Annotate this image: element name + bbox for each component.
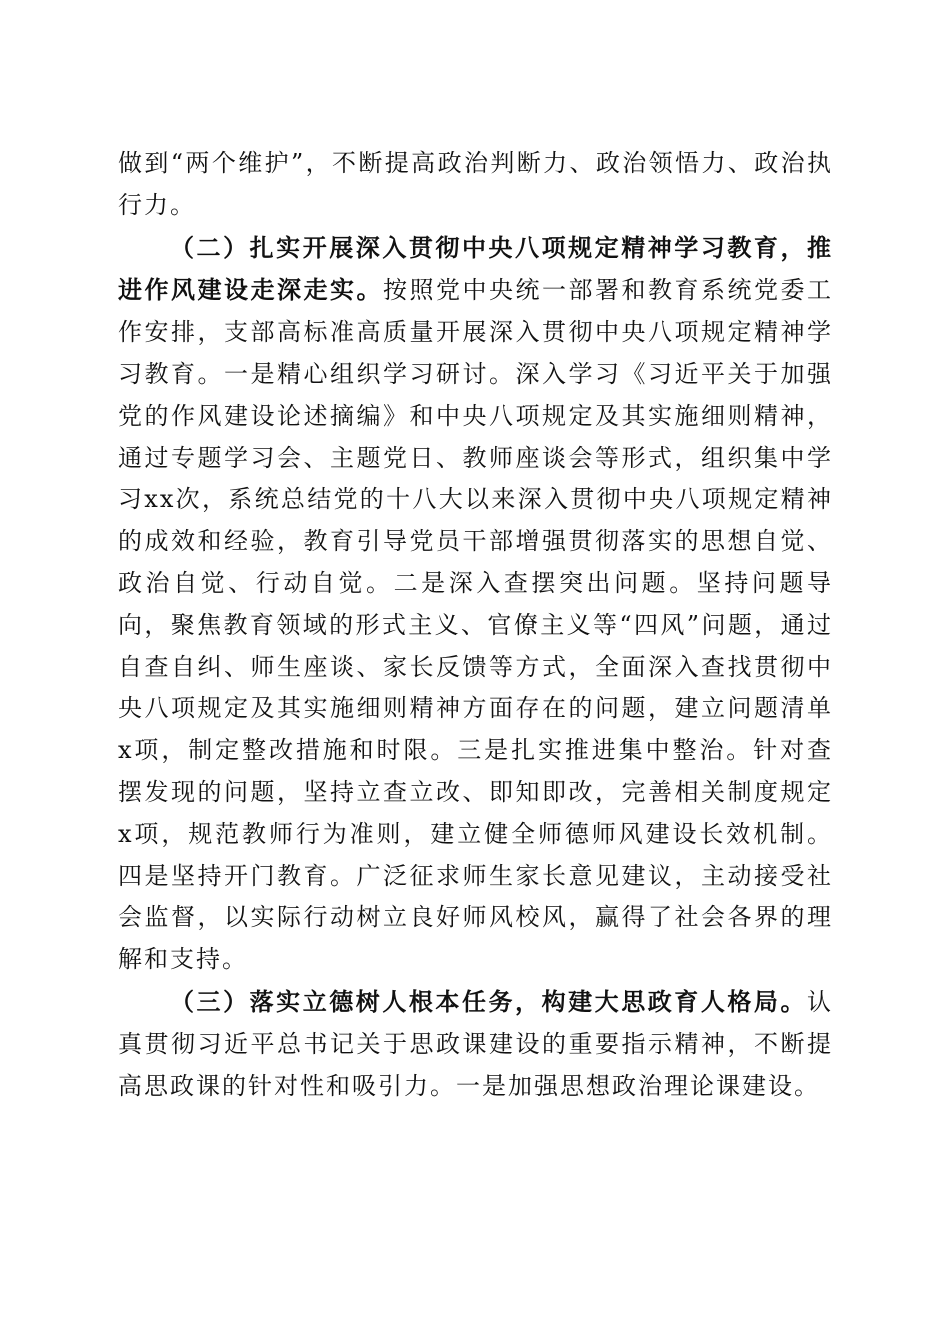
paragraph-body: 做到“两个维护”，不断提高政治判断力、政治领悟力、政治执行力。 — [118, 149, 833, 219]
document-page — [118, 143, 833, 1107]
paragraph-continuation — [118, 143, 833, 227]
paragraph-body: 认真贯彻习近平总书记关于思政课建设的重要指示精神，不断提高思政课的针对性和吸引力。一是加强思想政治理论课建设。 — [118, 987, 833, 1100]
paragraph-section-2 — [118, 227, 833, 981]
section-heading: （三）落实立德树人根本任务，构建大思政育人格局。 — [170, 986, 807, 1016]
section-heading: （二）扎实开展深入贯彻中央八项规定精神学习教育，推进作风建设走深走实。 — [118, 232, 833, 305]
paragraph-section-3 — [118, 981, 833, 1107]
paragraph-body: 按照党中央统一部署和教育系统党委工作安排，支部高标准高质量开展深入贯彻中央八项规定精神学习教育。一是精心组织学习研讨。深入学习《习近平关于加强党的作风建设论述摘编》和中央八项规定及其实施细则精神，通过专题学习会、主题党日、教师座谈会等形式，组织集中学习xx次，系统总结党的十八大以来深入贯彻中央八项规定精神的成效和经验，教育引导党员干部增强贯彻落实的思想自觉、政治自觉、行动自觉。二是深入查摆突出问题。坚持问题导向，聚焦教育领域的形式主义、官僚主义等“四风”问题，通过自查自纠、师生座谈、家长反馈等方式，全面深入查找贯彻中央八项规定及其实施细则精神方面存在的问题，建立问题清单x项，制定整改措施和时限。三是扎实推进集中整治。针对查摆发现的问题，坚持立查立改、即知即改，完善相关制度规定x项，规范教师行为准则，建立健全师德师风建设长效机制。四是坚持开门教育。广泛征求师生家长意见建议，主动接受社会监督，以实际行动树立良好师风校风，赢得了社会各界的理解和支持。 — [118, 276, 833, 974]
